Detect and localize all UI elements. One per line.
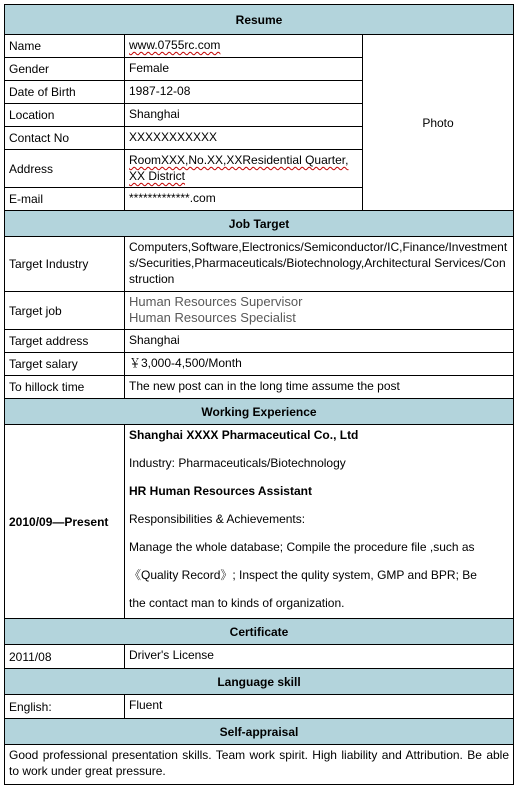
address-label: Address	[5, 150, 125, 188]
resume-header: Resume	[5, 5, 514, 35]
dob-value: 1987-12-08	[125, 81, 363, 104]
gender-value: Female	[125, 58, 363, 81]
experience-resp-3: the contact man to kinds of organization.	[129, 596, 345, 610]
certificate-value: Driver's License	[125, 645, 514, 669]
language-label: English:	[5, 695, 125, 719]
hillock-value: The new post can in the long time assume the post	[125, 376, 514, 399]
target-industry-label: Target Industry	[5, 237, 125, 292]
experience-position: HR Human Resources Assistant	[129, 484, 312, 498]
experience-resp-title: Responsibilities & Achievements:	[129, 512, 306, 526]
contact-value: XXXXXXXXXXX	[125, 127, 363, 150]
resume-table	[4, 4, 514, 785]
target-job-value	[125, 292, 514, 330]
resume-document	[4, 0, 513, 785]
experience-company: Shanghai XXXX Pharmaceutical Co., Ltd	[129, 428, 359, 442]
location-value: Shanghai	[125, 104, 363, 127]
target-salary-label: Target salary	[5, 353, 125, 376]
target-salary-value: ￥3,000-4,500/Month	[125, 353, 514, 376]
target-job-2: Human Resources Specialist	[129, 310, 296, 325]
contact-label: Contact No	[5, 127, 125, 150]
experience-details	[125, 425, 514, 619]
experience-industry: Industry: Pharmaceuticals/Biotechnology	[129, 456, 346, 470]
hillock-label: To hillock time	[5, 376, 125, 399]
target-industry-value: Computers,Software,Electronics/Semiconductor/IC,Finance/Investments/Securities,Pharmaceuticals/Biotechnology,Architectural Services/Construction	[125, 237, 514, 292]
name-text: www.0755rc.com	[129, 38, 221, 52]
experience-resp-2: 《Quality Record》; Inspect the qulity system, GMP and BPR; Be	[129, 568, 477, 582]
gender-label: Gender	[5, 58, 125, 81]
language-value: Fluent	[125, 695, 514, 719]
experience-header: Working Experience	[5, 399, 514, 425]
language-header: Language skill	[5, 669, 514, 695]
target-job-1: Human Resources Supervisor	[129, 294, 303, 309]
name-label: Name	[5, 35, 125, 58]
target-address-value: Shanghai	[125, 330, 514, 353]
name-value	[125, 35, 363, 58]
photo-placeholder: Photo	[363, 35, 514, 211]
target-job-label: Target job	[5, 292, 125, 330]
target-address-label: Target address	[5, 330, 125, 353]
address-value	[125, 150, 363, 188]
certificate-date: 2011/08	[5, 645, 125, 669]
experience-period: 2010/09—Present	[5, 425, 125, 619]
location-label: Location	[5, 104, 125, 127]
address-text: RoomXXX,No.XX,XXResidential Quarter, XX District	[129, 153, 349, 183]
dob-label: Date of Birth	[5, 81, 125, 104]
self-appraisal-header: Self-appraisal	[5, 719, 514, 745]
self-appraisal-text: Good professional presentation skills. Team work spirit. High liability and Attribution. Be able to work under great pressure.	[5, 745, 514, 785]
experience-resp-1: Manage the whole database; Compile the procedure file ,such as	[129, 540, 475, 554]
email-label: E-mail	[5, 188, 125, 211]
email-value: *************.com	[125, 188, 363, 211]
job-target-header: Job Target	[5, 211, 514, 237]
certificate-header: Certificate	[5, 619, 514, 645]
